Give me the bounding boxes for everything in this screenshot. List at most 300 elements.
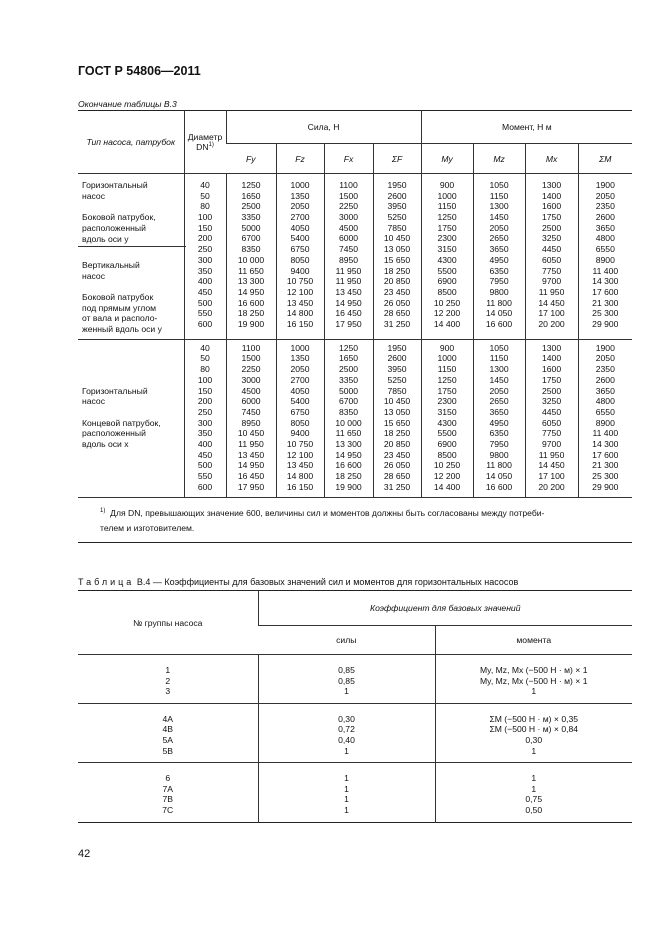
cell-value: 4050	[290, 385, 310, 396]
table-b4	[78, 590, 632, 823]
cell-value: 2600	[595, 212, 615, 223]
cell-value: 2500	[338, 364, 359, 375]
cell-value: 13 050	[383, 244, 411, 255]
cell-value: 500	[197, 460, 213, 471]
cell-value: 1	[344, 745, 349, 756]
cell-value: 11 800	[486, 297, 512, 308]
cell-value: 3	[165, 686, 171, 697]
cell-value: 4500	[241, 385, 261, 396]
cell-value: 1950	[387, 342, 407, 353]
cell-value: 16 600	[335, 460, 362, 471]
cell-value: 12 200	[433, 471, 461, 482]
cell-value: 250	[197, 244, 213, 255]
g1-col	[373, 174, 421, 340]
g2-col	[226, 339, 276, 498]
cell-value: 21 300	[592, 297, 619, 308]
cell-value: 10 750	[286, 438, 314, 449]
cell-value: 6700	[241, 233, 261, 244]
cell-value: 19 900	[237, 318, 265, 329]
cell-value: 5500	[437, 428, 457, 439]
cell-value: 4450	[541, 406, 562, 417]
col-force-coef-header: силы	[258, 626, 435, 655]
cell-value: 16 600	[237, 297, 265, 308]
cell-value: 100	[197, 374, 213, 385]
label-line: Концевой патрубок,	[82, 417, 161, 428]
label-line	[82, 353, 184, 364]
cell-value: 1400	[541, 190, 562, 201]
cell-value: 4050	[290, 222, 310, 233]
cell-value: 400	[197, 276, 213, 287]
cell-value: 14 050	[485, 471, 513, 482]
table2-col	[258, 703, 435, 762]
cell-value: 4A	[162, 713, 173, 724]
cell-value: 1	[165, 665, 171, 675]
cell-value: 5250	[387, 212, 407, 223]
cell-value: 4800	[595, 396, 615, 407]
label-divider	[78, 246, 186, 258]
label-line	[82, 364, 184, 375]
table2-caption: Таблица В.4 — Коэффициенты для базовых значений сил и моментов для горизонтальных насосов	[78, 577, 519, 587]
cell-value: 0,30	[338, 713, 355, 724]
cell-value: 17 950	[335, 318, 362, 329]
cell-value: 1350	[290, 353, 310, 364]
cell-value: 900	[439, 342, 455, 353]
table2-group	[78, 655, 632, 704]
cell-value: 6350	[489, 428, 509, 439]
cell-value: 7450	[338, 244, 359, 255]
cell-value: 8900	[595, 417, 615, 428]
cell-value: 1400	[541, 353, 562, 364]
cell-value: ΣM (−500 Н · м) × 0,35	[489, 713, 579, 724]
cell-value: 2050	[489, 222, 509, 233]
cell-value: 11 950	[335, 265, 362, 276]
cell-value: 12 100	[286, 286, 314, 297]
cell-value: 1	[344, 686, 349, 697]
cell-value: 2600	[387, 353, 407, 364]
cell-value: 3250	[541, 396, 562, 407]
cell-value: 8350	[338, 406, 359, 417]
sub-header: Fz	[276, 144, 324, 174]
cell-value: 7C	[162, 804, 174, 815]
cell-value: 1000	[437, 190, 457, 201]
cell-value: 15 650	[383, 417, 411, 428]
cell-value: 450	[197, 286, 213, 297]
cell-value: 14 950	[237, 460, 265, 471]
cell-value: 1300	[541, 180, 562, 190]
cell-value: 400	[197, 438, 213, 449]
cell-value: 11 400	[592, 428, 619, 439]
g1-col	[525, 174, 578, 340]
cell-value: 200	[197, 396, 213, 407]
cell-value: My, Mz, Mx (−500 Н · м) × 1	[480, 675, 588, 686]
cell-value: 0,40	[338, 734, 355, 745]
cell-value: 29 900	[592, 481, 619, 492]
g2-col	[473, 339, 525, 498]
cell-value: 7950	[489, 438, 509, 449]
cell-value: 2250	[241, 364, 261, 375]
cell-value: 16 150	[286, 318, 314, 329]
cell-value: 4500	[338, 222, 359, 233]
cell-value: 8050	[290, 254, 310, 265]
cell-value: 2050	[595, 190, 615, 201]
cell-value: 14 400	[433, 481, 461, 492]
cell-value: 2600	[387, 190, 407, 201]
cell-value: 8950	[241, 417, 261, 428]
cell-value: 6	[165, 773, 171, 784]
table1-footnote: $^{1)}$ Для DN, превышающих значение 600, величины сил и моментов должны быть согласованы между потреби- телем и изготовителем.	[78, 498, 632, 543]
cell-value: 1600	[541, 364, 562, 375]
table1-caption: Окончание таблицы В.3	[78, 99, 177, 109]
cell-value: 31 250	[383, 318, 411, 329]
cell-value: 3650	[489, 406, 509, 417]
cell-value: 1300	[541, 342, 562, 353]
cell-value: 10 000	[237, 254, 265, 265]
sub-header: Fx	[324, 144, 373, 174]
cell-value: 11 650	[335, 428, 362, 439]
cell-value: 550	[197, 308, 213, 319]
cell-value: 1900	[595, 342, 615, 353]
cell-value: 6550	[595, 406, 615, 417]
cell-value: 10 000	[335, 417, 362, 428]
cell-value: 18 250	[383, 428, 411, 439]
cell-value: ΣM (−500 Н · м) × 0,84	[489, 724, 579, 735]
cell-value: 5000	[338, 385, 359, 396]
cell-value: 0,85	[338, 665, 355, 675]
cell-value: 26 050	[383, 460, 411, 471]
col-pump-type-header: Тип насоса, патрубок	[86, 137, 176, 147]
cell-value: 10 250	[433, 297, 461, 308]
cell-value: 100	[197, 212, 213, 223]
g2-col	[324, 339, 373, 498]
cell-value: 9800	[489, 449, 509, 460]
table2-group	[78, 763, 632, 822]
cell-value: 2050	[595, 353, 615, 364]
cell-value: 14 800	[286, 308, 314, 319]
group1-label	[78, 174, 184, 340]
cell-value: 1750	[541, 212, 562, 223]
g2-col	[276, 339, 324, 498]
cell-value: 3000	[338, 212, 359, 223]
cell-value: 8500	[437, 449, 457, 460]
label-line: расположенный	[82, 428, 146, 439]
cell-value: 26 050	[383, 297, 411, 308]
cell-value: 1750	[541, 374, 562, 385]
label-line	[82, 201, 184, 212]
col-diameter-header: Диаметр DN$^{1)}$	[184, 111, 226, 174]
cell-value: 31 250	[383, 481, 411, 492]
label-line	[82, 407, 184, 418]
label-line	[82, 343, 184, 354]
cell-value: 7750	[541, 265, 562, 276]
cell-value: 12 200	[433, 308, 461, 319]
cell-value: 350	[197, 428, 213, 439]
cell-value: 10 450	[237, 428, 265, 439]
g1-col	[226, 174, 276, 340]
cell-value: 14 450	[538, 297, 565, 308]
cell-value: 8950	[338, 254, 359, 265]
cell-value: 1900	[595, 180, 615, 190]
cell-value: 1100	[241, 342, 261, 353]
cell-value: 4800	[595, 233, 615, 244]
cell-value: 9700	[541, 438, 562, 449]
cell-value: 3650	[595, 385, 615, 396]
cell-value: 13 450	[335, 286, 362, 297]
table2-col	[435, 703, 632, 762]
cell-value: 10 450	[383, 396, 411, 407]
cell-value: 16 150	[286, 481, 314, 492]
cell-value: 3650	[489, 244, 509, 255]
cell-value: 4450	[541, 244, 562, 255]
cell-value: 13 450	[286, 297, 314, 308]
cell-value: 5400	[290, 396, 310, 407]
cell-value: 12 100	[286, 449, 314, 460]
cell-value: 500	[197, 297, 213, 308]
cell-value: 2700	[290, 374, 310, 385]
cell-value: 600	[197, 481, 213, 492]
cell-value: 14 300	[592, 276, 619, 287]
cell-value: My, Mz, Mx (−500 Н · м) × 1	[480, 665, 588, 675]
cell-value: 1350	[290, 190, 310, 201]
cell-value: 11 950	[238, 438, 264, 449]
cell-value: 550	[197, 471, 213, 482]
cell-value: 5500	[437, 265, 457, 276]
label-line: женный вдоль оси y	[82, 324, 162, 335]
cell-value: 6550	[595, 244, 615, 255]
cell-value: 1300	[489, 364, 509, 375]
cell-value: 14 450	[538, 460, 565, 471]
cell-value: 1150	[437, 201, 457, 212]
cell-value: 2050	[290, 364, 310, 375]
cell-value: 50	[200, 190, 210, 201]
cell-value: 300	[197, 254, 213, 265]
cell-value: 16 450	[237, 471, 265, 482]
cell-value: 13 300	[335, 438, 362, 449]
cell-value: 3650	[595, 222, 615, 233]
cell-value: 7850	[387, 385, 407, 396]
cell-value: 1450	[489, 212, 509, 223]
cell-value: 2050	[489, 385, 509, 396]
cell-value: 1150	[437, 364, 457, 375]
sub-header: ΣF	[373, 144, 421, 174]
cell-value: 13 450	[237, 449, 265, 460]
cell-value: 11 950	[335, 276, 362, 287]
cell-value: 1250	[437, 374, 457, 385]
cell-value: 1	[344, 783, 349, 794]
cell-value: 2350	[595, 201, 615, 212]
cell-value: 11 650	[238, 265, 264, 276]
sub-header: Mz	[473, 144, 525, 174]
cell-value: 9700	[541, 276, 562, 287]
cell-value: 2650	[489, 396, 509, 407]
cell-value: 11 800	[486, 460, 512, 471]
cell-value: 150	[197, 222, 213, 233]
cell-value: 21 300	[592, 460, 619, 471]
cell-value: 1500	[338, 190, 359, 201]
cell-value: 14 950	[335, 449, 362, 460]
cell-value: 5400	[290, 233, 310, 244]
cell-value: 2500	[541, 385, 562, 396]
label-line: Боковой патрубок,	[82, 212, 156, 223]
col-moment-coef-header: момента	[435, 626, 632, 655]
cell-value: 13 050	[383, 406, 411, 417]
cell-value: 17 950	[237, 481, 265, 492]
cell-value: 3950	[387, 201, 407, 212]
cell-value: 9400	[290, 265, 310, 276]
table2-col	[258, 655, 435, 704]
cell-value: 2700	[290, 212, 310, 223]
cell-value: 4300	[437, 417, 457, 428]
cell-value: 10 250	[433, 460, 461, 471]
cell-value: 7750	[541, 428, 562, 439]
cell-value: 2600	[595, 374, 615, 385]
cell-value: 1000	[290, 342, 310, 353]
cell-value: 0,72	[338, 724, 355, 735]
cell-value: 0,85	[338, 675, 355, 686]
cell-value: 450	[197, 449, 213, 460]
cell-value: 3250	[541, 233, 562, 244]
cell-value: 20 200	[538, 481, 565, 492]
cell-value: 5B	[162, 745, 173, 756]
cell-value: 40	[200, 342, 210, 353]
cell-value: 20 200	[538, 318, 565, 329]
cell-value: 5250	[387, 374, 407, 385]
cell-value: 1	[531, 686, 537, 697]
cell-value: 0,50	[525, 804, 543, 815]
cell-value: 9400	[290, 428, 310, 439]
page-number: 42	[78, 848, 91, 860]
cell-value: 8500	[437, 286, 457, 297]
cell-value: 250	[197, 406, 213, 417]
cell-value: 14 950	[335, 297, 362, 308]
cell-value: 25 300	[592, 308, 619, 319]
cell-value: 0,75	[525, 794, 543, 805]
table2-col	[435, 655, 632, 704]
label-line: насос	[82, 190, 105, 201]
cell-value: 6750	[290, 244, 310, 255]
table2-col	[78, 703, 258, 762]
cell-value: 7950	[489, 276, 509, 287]
g1-col	[421, 174, 473, 340]
cell-value: 1050	[489, 180, 509, 190]
sub-header: Mx	[525, 144, 578, 174]
cell-value: 3350	[338, 374, 359, 385]
cell-value: 14 400	[433, 318, 461, 329]
cell-value: 19 900	[335, 481, 362, 492]
cell-value: 7B	[162, 794, 173, 805]
cell-value: 7A	[162, 783, 173, 794]
cell-value: 6050	[541, 254, 562, 265]
cell-value: 14 800	[286, 471, 314, 482]
cell-value: 18 250	[335, 471, 362, 482]
g1-col	[473, 174, 525, 340]
cell-value: 6000	[338, 233, 359, 244]
cell-value: 7450	[241, 406, 261, 417]
sub-header: Fy	[226, 144, 276, 174]
cell-value: 3950	[387, 364, 407, 375]
cell-value: 1250	[338, 342, 359, 353]
table-b3	[78, 110, 632, 543]
cell-value: 600	[197, 318, 213, 329]
label-line: Горизонтальный	[82, 385, 148, 396]
cell-value: 14 950	[237, 286, 265, 297]
cell-value: 300	[197, 417, 213, 428]
cell-value: 1600	[541, 201, 562, 212]
label-line	[82, 281, 184, 292]
cell-value: 14 050	[485, 308, 513, 319]
cell-value: 11 950	[538, 286, 565, 297]
cell-value: 1450	[489, 374, 509, 385]
cell-value: 2300	[437, 233, 457, 244]
cell-value: 6900	[437, 438, 457, 449]
g2-col	[578, 339, 632, 498]
cell-value: 4300	[437, 254, 457, 265]
label-line: вдоль оси x	[82, 439, 129, 450]
table2-group	[78, 703, 632, 762]
cell-value: 1	[531, 745, 537, 756]
cell-value: 3350	[241, 212, 261, 223]
cell-value: 3150	[437, 244, 457, 255]
g1-col	[184, 174, 226, 340]
cell-value: 40	[200, 180, 210, 190]
label-line: Боковой патрубок	[82, 291, 154, 302]
cell-value: 6050	[541, 417, 562, 428]
g2-col	[184, 339, 226, 498]
table2-col	[258, 763, 435, 822]
cell-value: 2300	[437, 396, 457, 407]
cell-value: 15 650	[383, 254, 411, 265]
g1-col	[324, 174, 373, 340]
cell-value: 6000	[241, 396, 261, 407]
sub-header: ΣM	[578, 144, 632, 174]
cell-value: 1300	[489, 201, 509, 212]
cell-value: 1	[344, 804, 349, 815]
cell-value: 5A	[162, 734, 173, 745]
cell-value: 2500	[241, 201, 261, 212]
cell-value: 14 300	[592, 438, 619, 449]
cell-value: 1	[344, 794, 349, 805]
g2-col	[525, 339, 578, 498]
cell-value: 1150	[489, 353, 509, 364]
cell-value: 80	[200, 201, 210, 212]
cell-value: 1	[344, 773, 349, 784]
cell-value: 80	[200, 364, 210, 375]
cell-value: 1000	[290, 180, 310, 190]
cell-value: 150	[197, 385, 213, 396]
cell-value: 1050	[489, 342, 509, 353]
cell-value: 350	[197, 265, 213, 276]
cell-value: 17 100	[538, 308, 565, 319]
col-coef-header: Коэффициент для базовых значений	[258, 591, 632, 626]
cell-value: 18 250	[237, 308, 265, 319]
label-line: вдоль оси y	[82, 233, 129, 244]
cell-value: 7850	[387, 222, 407, 233]
cell-value: 2	[165, 675, 171, 686]
cell-value: 17 100	[538, 471, 565, 482]
cell-value: 10 750	[286, 276, 314, 287]
group2-label	[78, 339, 184, 498]
document-header: ГОСТ Р 54806—2011	[78, 64, 201, 78]
g2-col	[421, 339, 473, 498]
cell-value: 0,30	[525, 734, 543, 745]
cell-value: 11 950	[538, 449, 565, 460]
cell-value: 1	[531, 783, 537, 794]
cell-value: 3000	[241, 374, 261, 385]
table2-col	[78, 763, 258, 822]
label-line: расположенный	[82, 222, 146, 233]
cell-value: 50	[200, 353, 210, 364]
cell-value: 6350	[489, 265, 509, 276]
cell-value: 28 650	[383, 471, 411, 482]
